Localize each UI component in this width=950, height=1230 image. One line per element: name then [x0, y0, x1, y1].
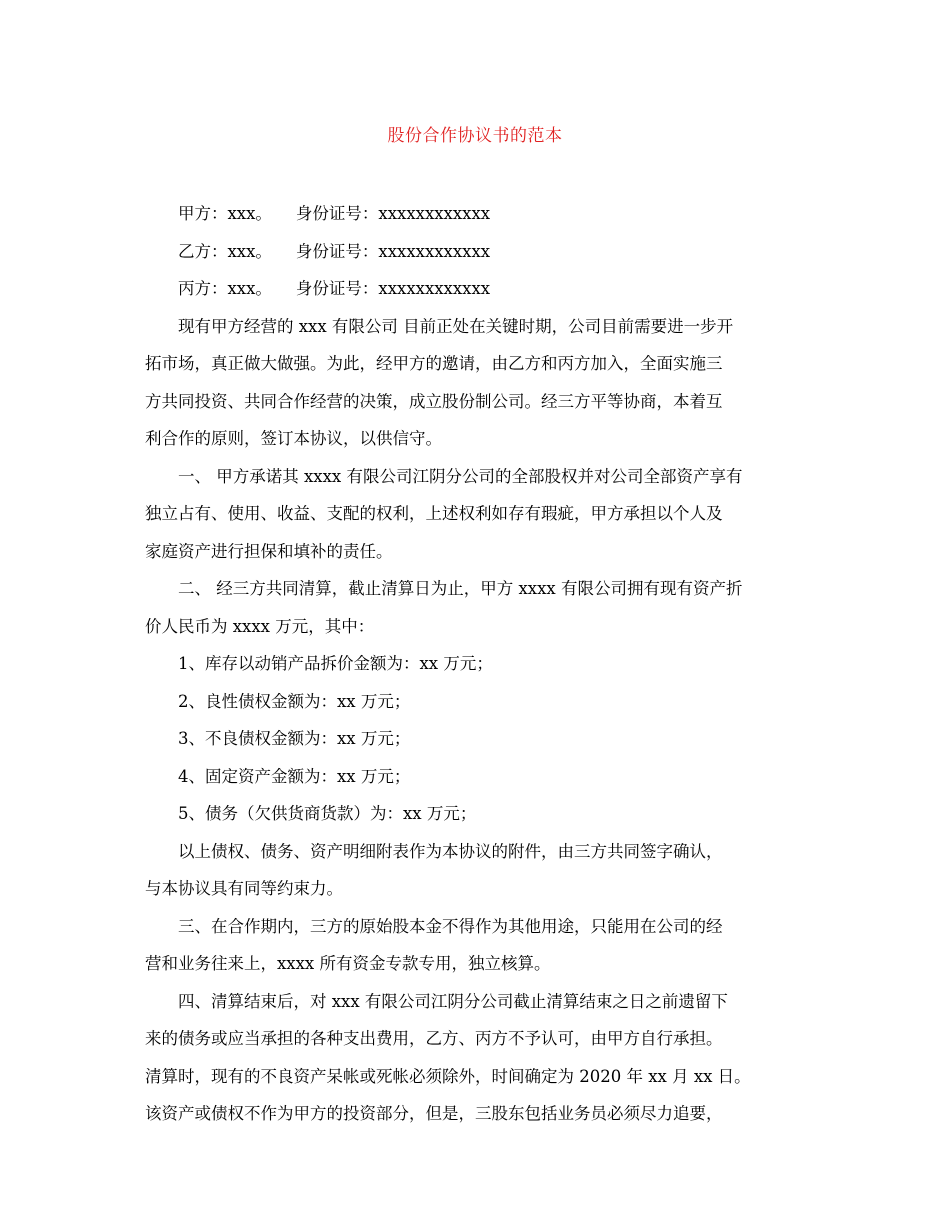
text-line: 3、不良债权金额为：xx 万元； [178, 729, 411, 748]
party-id: 身份证号：xxxxxxxxxxxx [295, 241, 491, 261]
text-line: 清算时，现有的不良资产呆帐或死帐必须除外，时间确定为 2020 年 xx 月 xx 日。 [145, 1066, 751, 1086]
text-line: 2、良性债权金额为：xx 万元； [178, 691, 411, 711]
text-line: 方共同投资、共同合作经营的决策，成立股份制公司。经三方平等协商，本着互 [145, 391, 723, 411]
text-line: 来的债务或应当承担的各种支出费用，乙方、丙方不予认可，由甲方自行承担。 [145, 1029, 723, 1048]
party-name: 甲方：xxx。 [178, 204, 272, 223]
document-body [145, 195, 805, 1133]
text-line: 4、固定资产金额为：xx 万元； [178, 766, 411, 786]
text-line: 独立占有、使用、收益、支配的权利，上述权利如存有瑕疵，甲方承担以个人及 [145, 504, 723, 523]
party-id: 身份证号：xxxxxxxxxxxx [295, 279, 491, 298]
text-line: 三、在合作期内，三方的原始股本金不得作为其他用途，只能用在公司的经 [178, 916, 723, 936]
party-line-c [145, 270, 805, 308]
text-line: 家庭资产进行担保和填补的责任。 [145, 541, 393, 561]
text-line: 二、 经三方共同清算，截止清算日为止，甲方 xxxx 有限公司拥有现有资产折 [178, 579, 743, 598]
text-line: 5、债务（欠供货商货款）为：xx 万元； [178, 804, 477, 823]
text-line: 四、清算结束后，对 xxx 有限公司江阴分公司截止清算结束之日之前遗留下 [178, 991, 728, 1011]
party-name: 乙方：xxx。 [178, 241, 272, 261]
agreement-text [145, 308, 805, 1133]
party-line-b [145, 233, 805, 271]
text-line: 一、 甲方承诺其 xxxx 有限公司江阴分公司的全部股权并对公司全部资产享有 [178, 466, 743, 486]
text-line: 与本协议具有同等约束力。 [145, 879, 343, 898]
text-line: 该资产或债权不作为甲方的投资部分，但是，三股东包括业务员必须尽力追要， [145, 1104, 723, 1123]
text-line: 营和业务往来上，xxxx 所有资金专款专用，独立核算。 [145, 954, 551, 973]
text-line: 现有甲方经营的 xxx 有限公司 目前正处在关键时期，公司目前需要进一步开 [178, 316, 734, 336]
party-id: 身份证号：xxxxxxxxxxxx [295, 204, 491, 223]
text-line: 价人民币为 xxxx 万元，其中： [145, 616, 375, 636]
text-line: 利合作的原则，签订本协议，以供信守。 [145, 429, 442, 448]
party-name: 丙方：xxx。 [178, 279, 272, 298]
party-line-a [145, 195, 805, 233]
text-line: 以上债权、债务、资产明细附表作为本协议的附件，由三方共同签字确认， [178, 841, 723, 861]
text-line: 1、库存以动销产品拆价金额为：xx 万元； [178, 654, 493, 673]
document-title: 股份合作协议书的范本 [387, 126, 563, 146]
text-line: 拓市场，真正做大做强。为此，经甲方的邀请，由乙方和丙方加入，全面实施三 [145, 354, 723, 373]
